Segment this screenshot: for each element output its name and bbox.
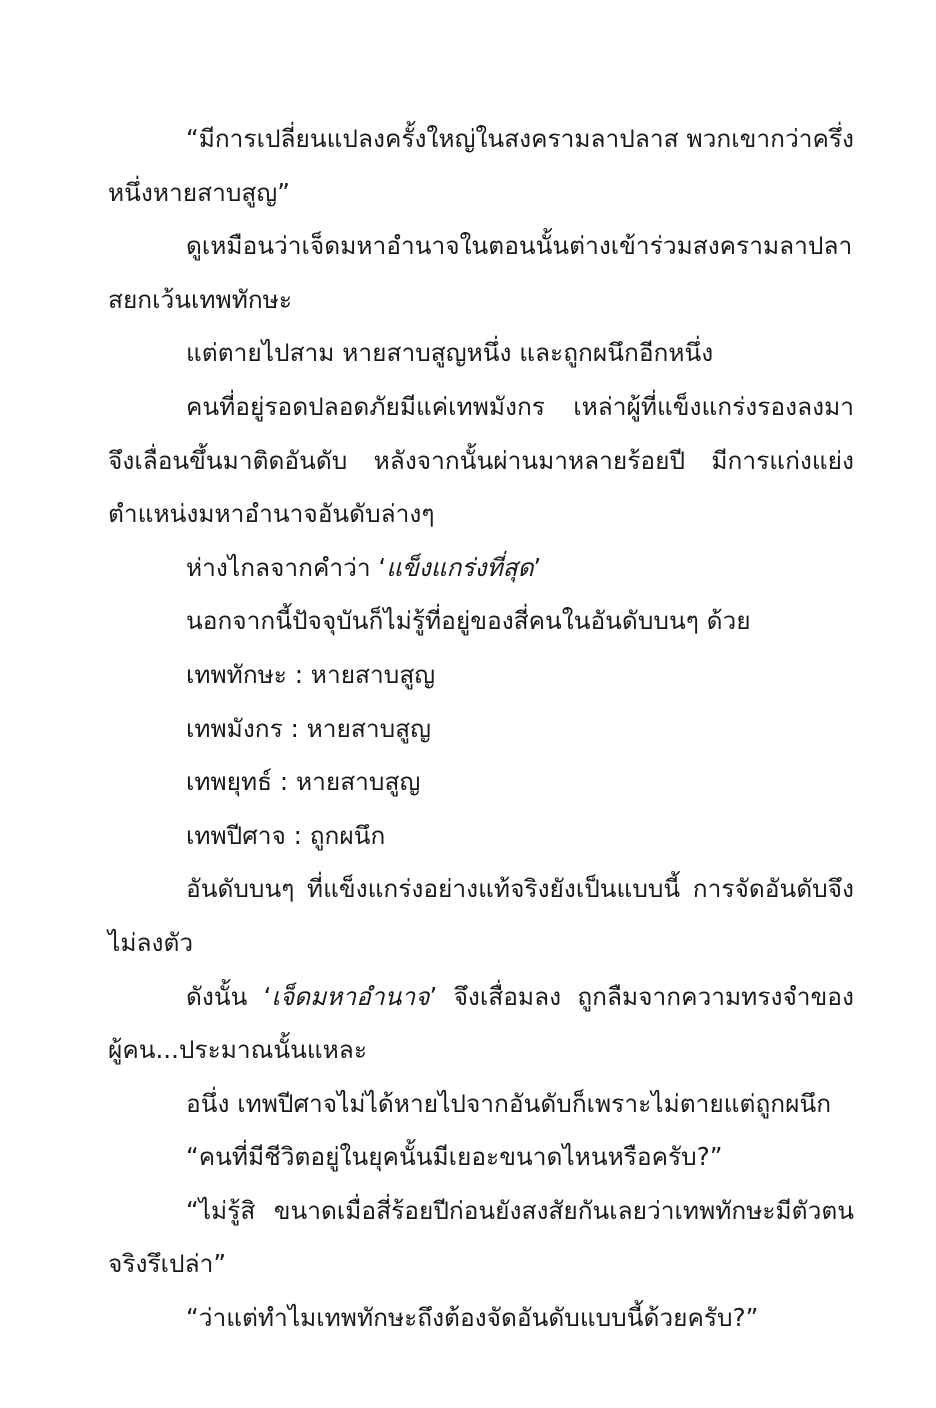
paragraph: “มีการเปลี่ยนแปลงครั้งใหญ่ในสงครามลาปลาส พวกเขากว่าครึ่งหนึ่งหายสาบสูญ” xyxy=(108,124,854,207)
emphasized-text: เจ็ดมหาอำนาจ xyxy=(271,981,430,1011)
emphasized-text: แข็งแกร่งที่สุด xyxy=(386,552,534,582)
paragraph: นอกจากนี้ปัจจุบันก็ไม่รู้ที่อยู่ของสี่คนในอันดับบนๆ ด้วย xyxy=(186,606,751,636)
paragraph xyxy=(108,541,854,595)
status-line: เทพยุทธ์ : หายสาบสูญ xyxy=(186,767,421,797)
dialogue-line: “ว่าแต่ทำไมเทพทักษะถึงต้องจัดอันดับแบบนี้ด้วยครับ?” xyxy=(186,1303,759,1333)
paragraph: อันดับบนๆ ที่แข็งแกร่งอย่างแท้จริงยังเป็นแบบนี้ การจัดอันดับจึงไม่ลงตัว xyxy=(108,874,854,957)
paragraph: แต่ตายไปสาม หายสาบสูญหนึ่ง และถูกผนึกอีกหนึ่ง xyxy=(186,338,714,368)
paragraph: ดูเหมือนว่าเจ็ดมหาอำนาจในตอนนั้นต่างเข้าร่วมสงครามลาปลาสยกเว้นเทพทักษะ xyxy=(108,231,853,314)
dialogue-line: “ไม่รู้สิ ขนาดเมื่อสี่ร้อยปีก่อนยังสงสัยกันเลยว่าเทพทักษะมีตัวตนจริงรึเปล่า” xyxy=(108,1195,854,1279)
quote-close-text: ’ จึงเสื่อมลง ถูกลืมจากความทรงจำของผู้คน...ประมาณนั้นแหละ xyxy=(108,981,854,1065)
page-text xyxy=(108,112,854,1345)
paragraph xyxy=(108,970,854,1077)
paragraph: คนที่อยู่รอดปลอดภัยมีแค่เทพมังกร เหล่าผู้ที่แข็งแกร่งรองลงมาจึงเลื่อนขึ้นมาติดอันดับ หลังจากนั้นผ่านมาหลายร้อยปี มีการแก่งแย่งตำแหน่งมหาอำนาจอันดับล่างๆ xyxy=(108,391,854,529)
quote-close-text: ’ xyxy=(533,552,542,582)
dialogue-line: “คนที่มีชีวิตอยู่ในยุคนั้นมีเยอะขนาดไหนหรือครับ?” xyxy=(186,1142,723,1172)
status-line: เทพมังกร : หายสาบสูญ xyxy=(186,713,431,743)
paragraph: อนึ่ง เทพปีศาจไม่ได้หายไปจากอันดับก็เพราะไม่ตายแต่ถูกผนึก xyxy=(186,1088,832,1118)
quote-open-text: ดังนั้น ‘ xyxy=(186,981,272,1011)
quote-open-text: ห่างไกลจากคำว่า ‘ xyxy=(186,552,387,582)
status-line: เทพปีศาจ : ถูกผนึก xyxy=(186,820,386,850)
status-line: เทพทักษะ : หายสาบสูญ xyxy=(186,659,436,689)
